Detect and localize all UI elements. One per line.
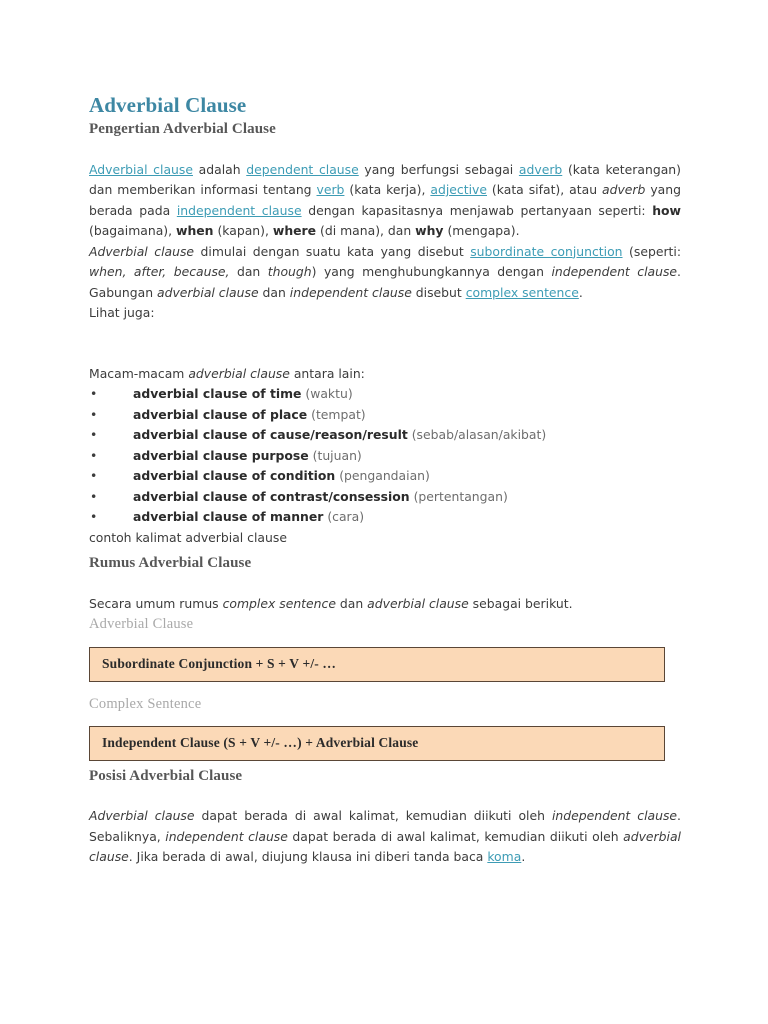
list-item-note: (pertentangan): [409, 488, 508, 504]
text-fragment: adalah: [192, 161, 247, 177]
link-adverbial-clause[interactable]: Adverbial clause: [89, 161, 193, 177]
list-item-label: adverbial clause of cause/reason/result: [133, 427, 408, 443]
spacer: [89, 635, 681, 647]
list-item-note: (sebab/alasan/akibat): [407, 427, 547, 443]
list-item-label: adverbial clause of contrast/consession: [133, 488, 410, 504]
list-item-note: (waktu): [301, 386, 353, 402]
spacer: [89, 574, 681, 594]
text-emphasis-adverbial-clause2: adverbial clause: [89, 828, 681, 865]
text-fragment: . Jika berada di awal, diujung klausa ini diberi tanda baca: [128, 849, 488, 865]
text-bold-when: when: [176, 223, 214, 239]
formula-intro: [89, 594, 681, 615]
text-fragment: dan: [335, 595, 368, 611]
text-fragment: dan: [258, 284, 290, 300]
text-emphasis-though: though: [267, 264, 312, 280]
heading-posisi: Posisi Adverbial Clause: [89, 767, 243, 784]
list-item-label: adverbial clause of manner: [133, 509, 324, 525]
text-emphasis-adverbial-clause: adverbial clause: [157, 284, 259, 300]
list-item-note: (cara): [323, 509, 365, 525]
paragraph-position: [89, 806, 681, 868]
text-emphasis-conjunctions: when, after, because,: [89, 264, 230, 280]
list-item: [89, 384, 681, 405]
text-fragment: (kapan),: [213, 223, 273, 239]
formula-box-adverbial-clause: Subordinate Conjunction + S + V +/- …: [89, 647, 665, 682]
example-line: contoh kalimat adverbial clause: [89, 529, 287, 545]
text-fragment: (bagaimana),: [89, 223, 177, 239]
spacer: [89, 682, 681, 694]
link-complex-sentence[interactable]: complex sentence: [465, 284, 579, 300]
list-item-label: adverbial clause of condition: [133, 468, 336, 484]
heading-pengertian: Pengertian Adverbial Clause: [89, 121, 276, 138]
list-item-label: adverbial clause of time: [133, 386, 302, 402]
text-fragment: disebut: [411, 284, 466, 300]
text-fragment: dengan kapasitasnya menjawab pertanyaan seperti:: [301, 202, 653, 218]
see-also-label: Lihat juga:: [89, 305, 155, 321]
text-fragment: yang berada pada: [89, 182, 681, 218]
text-fragment: (mengapa).: [443, 223, 520, 239]
text-emphasis-complex-sentence: complex sentence: [222, 595, 336, 611]
text-fragment: . Gabungan: [89, 264, 681, 300]
bullet-icon: •: [90, 447, 98, 463]
link-adjective[interactable]: adjective: [430, 182, 487, 198]
link-adverb[interactable]: adverb: [518, 161, 563, 177]
adverbial-clause-type-list: [89, 384, 681, 528]
list-item: [89, 446, 681, 467]
text-fragment: (di mana), dan: [316, 223, 416, 239]
list-item-note: (tujuan): [308, 447, 362, 463]
text-fragment: .: [578, 284, 583, 300]
spacer: [89, 140, 681, 160]
caption-adverbial-clause: Adverbial Clause: [89, 616, 194, 633]
paragraph-subordinate: [89, 242, 681, 304]
text-fragment: dapat berada di awal kalimat, kemudian diikuti oleh: [287, 828, 624, 844]
document-content: [89, 92, 681, 868]
text-fragment: antara lain:: [289, 365, 365, 381]
spacer: [89, 714, 681, 726]
text-fragment: dan: [229, 264, 268, 280]
link-verb[interactable]: verb: [316, 182, 345, 198]
text-emphasis-independent-clause: independent clause: [289, 284, 412, 300]
bullet-icon: •: [90, 386, 98, 402]
text-bold-why: why: [415, 223, 444, 239]
caption-complex-sentence: Complex Sentence: [89, 695, 202, 712]
text-fragment: (kata kerja),: [344, 182, 431, 198]
list-item-label: adverbial clause of place: [133, 406, 308, 422]
text-fragment: (seperti:: [622, 243, 682, 259]
text-emphasis-independent-clause2: independent clause: [165, 828, 288, 844]
text-emphasis-adverbial-clause: adverbial clause: [188, 365, 290, 381]
text-emphasis-clause2: clause: [629, 264, 678, 280]
bullet-icon: •: [90, 427, 98, 443]
bullet-icon: •: [90, 406, 98, 422]
text-fragment: Secara umum rumus: [89, 595, 223, 611]
text-fragment: (kata keterangan) dan memberikan informasi tentang: [89, 161, 681, 198]
link-koma[interactable]: koma: [487, 849, 522, 865]
text-bold-how: how: [652, 202, 681, 218]
text-fragment: . Sebaliknya,: [89, 808, 681, 844]
spacer: [89, 324, 681, 364]
text-fragment: dapat berada di awal kalimat, kemudian diikuti oleh: [194, 808, 552, 824]
link-subordinate-conjunction[interactable]: subordinate conjunction: [470, 243, 623, 259]
text-bold-where: where: [272, 223, 317, 239]
list-item-label: adverbial clause purpose: [133, 447, 309, 463]
formula-box-complex-sentence: Independent Clause (S + V +/- …) + Adverbial Clause: [89, 726, 665, 761]
list-item: [89, 487, 681, 508]
page-title: Adverbial Clause: [89, 93, 247, 117]
link-dependent-clause[interactable]: dependent clause: [246, 161, 359, 177]
list-item: [89, 507, 681, 528]
text-fragment: Macam-macam: [89, 365, 189, 381]
text-emphasis-independent-clause: independent clause: [551, 808, 678, 824]
text-emphasis-adverb: adverb: [602, 182, 646, 198]
text-fragment: sebagai berikut.: [468, 595, 573, 611]
list-intro: [89, 364, 681, 385]
link-independent-clause[interactable]: independent clause: [176, 202, 302, 218]
text-fragment: ) yang menghubungkannya dengan: [311, 264, 552, 280]
list-item: [89, 425, 681, 446]
bullet-icon: •: [90, 488, 98, 504]
paragraph-definition: [89, 160, 681, 242]
heading-rumus: Rumus Adverbial Clause: [89, 555, 252, 572]
text-emphasis-adverbial-clause: adverbial clause: [367, 595, 469, 611]
text-emphasis-clause: clause: [147, 243, 195, 259]
text-fragment: yang berfungsi sebagai: [358, 161, 519, 177]
text-fragment: dimulai dengan suatu kata yang disebut: [194, 243, 471, 259]
text-fragment: (kata sifat), atau: [486, 182, 603, 198]
list-item-note: (tempat): [307, 406, 366, 422]
text-emphasis-adverbial-clause: Adverbial clause: [89, 808, 195, 824]
list-item: [89, 405, 681, 426]
spacer: [89, 786, 681, 806]
list-item: [89, 466, 681, 487]
text-fragment: .: [521, 849, 526, 865]
text-emphasis-independent: independent: [551, 264, 630, 280]
text-emphasis-adverbial: Adverbial: [89, 243, 148, 259]
list-item-note: (pengandaian): [335, 468, 430, 484]
bullet-icon: •: [90, 509, 98, 525]
bullet-icon: •: [90, 468, 98, 484]
